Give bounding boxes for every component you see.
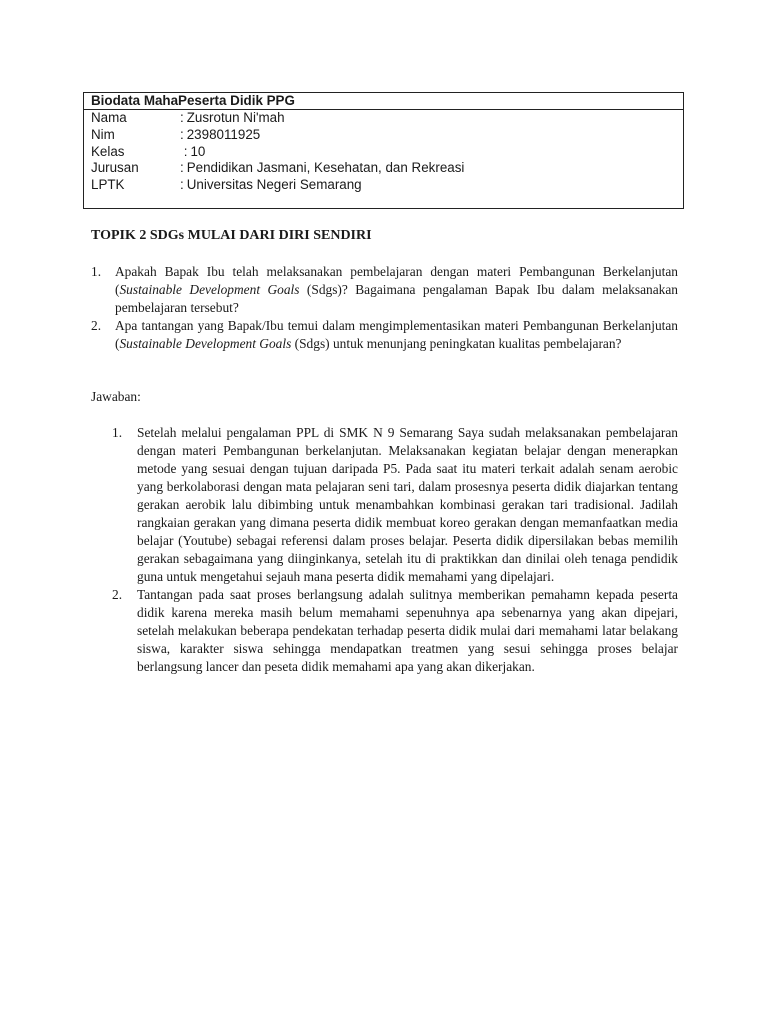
question-text-after: (Sdgs)? Bagaimana pengalaman Bapak Ibu dalam melaksanakan pembelajaran tersebut?	[115, 282, 678, 315]
answer-label: Jawaban:	[91, 389, 141, 404]
answer-number: 1.	[112, 425, 123, 440]
biodata-label: LPTK	[91, 177, 125, 193]
question-italic-term: Sustainable Development Goals	[119, 282, 300, 297]
biodata-value: 2398011925	[186, 126, 261, 142]
answer-item	[112, 424, 678, 586]
biodata-rows	[91, 110, 464, 194]
biodata-row-nim	[91, 127, 464, 144]
biodata-separator: :	[180, 160, 184, 176]
biodata-row-lptk	[91, 177, 464, 194]
biodata-value: Universitas Negeri Semarang	[186, 177, 362, 193]
question-italic-term: Sustainable Development Goals	[119, 336, 292, 351]
question-item	[91, 263, 678, 317]
biodata-separator: :	[180, 126, 184, 142]
biodata-separator: :	[180, 143, 188, 159]
question-text-after: (Sdgs) untuk menunjang peningkatan kualitas pembelajaran?	[291, 336, 622, 351]
answer-item	[112, 586, 678, 676]
question-item	[91, 317, 678, 353]
answer-list	[112, 424, 678, 676]
answer-number: 2.	[112, 587, 123, 602]
answer-text: Setelah melalui pengalaman PPL di SMK N 9 Semarang Saya sudah melaksanakan pembelajaran dengan materi Pembangunan berkelanjutan. Melaksanakan kegiatan belajar dengan menerapkan metode yang sesuai dengan tujuan daripada P5. Pada saat itu materi terkait adalah senam aerobic yang berkolaborasi dengan mata pelajaran seni tari, dalam prosesnya peserta didik diajarkan tentang gerakan aerobik lalu dibimbing untuk menambahkan kombinasi gerakan tari tradisional. Jadilah rangkaian gerakan yang dimana peserta didik membuat koreo gerakan dengan memanfaatkan media belajar (Youtube) sebagai referensi dalam proses belajar. Peserta didik dipersilakan bebas memilih gerakan sebagaimana yang diinginkanya, setelah itu di praktikkan dan dinilai oleh tenaga pendidik guna untuk mengetahui sejauh mana peserta didik memahami yang dipelajari.	[137, 425, 678, 584]
question-text-before: Apakah Bapak Ibu telah melaksanakan pembelajaran dengan materi Pembangunan Berkelanjutan (	[115, 264, 678, 297]
biodata-title: Biodata MahaPeserta Didik PPG	[84, 93, 683, 110]
biodata-label: Jurusan	[91, 160, 139, 176]
biodata-label: Kelas	[91, 143, 125, 159]
biodata-value: Zusrotun Ni'mah	[186, 110, 285, 125]
biodata-row-kelas	[91, 144, 464, 161]
biodata-label: Nama	[91, 110, 127, 125]
biodata-row-jurusan	[91, 160, 464, 177]
question-list	[91, 263, 678, 353]
biodata-value: 10	[190, 143, 206, 159]
question-text-before: Apa tantangan yang Bapak/Ibu temui dalam mengimplementasikan materi Pembangunan Berkelanjutan (	[115, 318, 678, 351]
topic-title: TOPIK 2 SDGs MULAI DARI DIRI SENDIRI	[91, 228, 372, 243]
question-number: 2.	[91, 318, 102, 333]
biodata-label: Nim	[91, 126, 115, 142]
biodata-box	[83, 92, 684, 209]
biodata-row-nama	[91, 110, 464, 127]
question-number: 1.	[91, 264, 102, 279]
question-text	[115, 263, 678, 317]
answer-text: Tantangan pada saat proses berlangsung adalah sulitnya memberikan pemahamn kepada peserta didik karena mereka masih belum memahami sepenuhnya apa sebenarnya yang akan dipejari, setelah melakukan beberapa pendekatan terhadap peserta didik mulai dari memahami latar belakang siswa, karakter siswa sehingga mendapatkan treatmen yang sesui sehingga proses belajar berlangsung lancer dan peseta didik memahami apa yang akan dikerjakan.	[137, 587, 678, 674]
question-text	[115, 317, 678, 353]
biodata-separator: :	[180, 177, 184, 193]
biodata-value: Pendidikan Jasmani, Kesehatan, dan Rekreasi	[186, 160, 465, 176]
biodata-separator: :	[180, 110, 184, 125]
